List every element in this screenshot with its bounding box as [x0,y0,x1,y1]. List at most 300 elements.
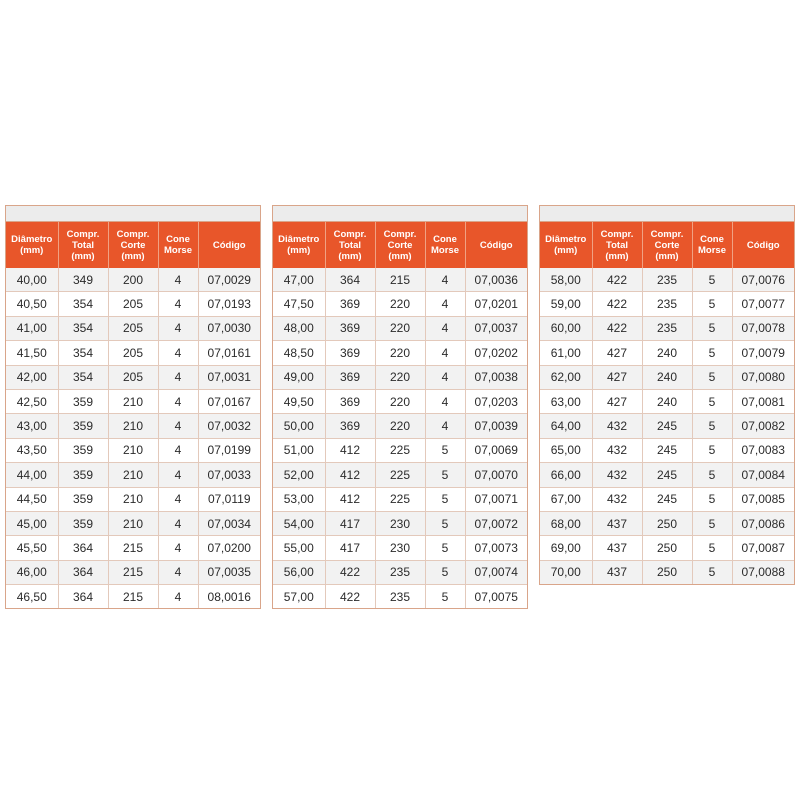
header-codigo [198,222,260,268]
cell-codigo: 07,0078 [732,316,794,340]
header-comprimento-total [58,222,108,268]
table-body [540,268,794,584]
cell-comprimento-corte: 235 [642,292,692,316]
cell-comprimento-total: 359 [58,414,108,438]
spec-table [6,222,260,608]
table-top-bar [540,206,794,222]
cell-codigo: 07,0084 [732,463,794,487]
header-line: Compr. [66,228,100,240]
header-line: Diâmetro [11,234,53,245]
header-line: Compr. [333,228,367,240]
table-body [273,268,527,608]
cell-cone-morse: 5 [692,487,732,511]
cell-diametro: 40,00 [6,268,58,292]
cell-comprimento-corte: 210 [108,463,158,487]
cell-codigo: 07,0074 [465,560,527,584]
cell-codigo: 07,0034 [198,511,260,535]
cell-comprimento-corte: 235 [375,585,425,609]
cell-comprimento-total: 417 [325,536,375,560]
table-body [6,268,260,608]
header-line: Total [72,239,94,251]
table-row [273,487,527,511]
cell-codigo: 07,0081 [732,389,794,413]
cell-cone-morse: 5 [692,316,732,340]
cell-comprimento-total: 354 [58,292,108,316]
cell-codigo: 07,0036 [465,268,527,292]
cell-codigo: 07,0200 [198,536,260,560]
cell-diametro: 62,00 [540,365,592,389]
cell-diametro: 58,00 [540,268,592,292]
cell-cone-morse: 4 [425,316,465,340]
cell-cone-morse: 5 [425,438,465,462]
cell-codigo: 07,0073 [465,536,527,560]
cell-diametro: 46,50 [6,585,58,609]
table-row [540,511,794,535]
cell-diametro: 59,00 [540,292,592,316]
cell-codigo: 08,0016 [198,585,260,609]
cell-codigo: 07,0083 [732,438,794,462]
cell-cone-morse: 5 [425,511,465,535]
cell-diametro: 48,00 [273,316,325,340]
cell-comprimento-total: 427 [592,389,642,413]
cell-comprimento-total: 369 [325,365,375,389]
cell-comprimento-corte: 205 [108,292,158,316]
cell-diametro: 43,00 [6,414,58,438]
cell-comprimento-total: 364 [58,536,108,560]
table-row [6,292,260,316]
header-comprimento-total [325,222,375,268]
cell-diametro: 60,00 [540,316,592,340]
cell-diametro: 53,00 [273,487,325,511]
cell-codigo: 07,0080 [732,365,794,389]
header-cone-morse [158,222,198,268]
cell-comprimento-corte: 220 [375,341,425,365]
cell-codigo: 07,0032 [198,414,260,438]
cell-comprimento-corte: 240 [642,389,692,413]
cell-comprimento-corte: 210 [108,438,158,462]
cell-diametro: 45,00 [6,511,58,535]
cell-comprimento-corte: 245 [642,414,692,438]
table-row [273,414,527,438]
header-line: Compr. [600,228,634,240]
cell-diametro: 49,50 [273,389,325,413]
cell-cone-morse: 4 [158,438,198,462]
header-line: (mm) [554,245,578,256]
table-row [273,341,527,365]
cell-comprimento-corte: 215 [108,536,158,560]
cell-comprimento-total: 437 [592,536,642,560]
table-row [6,341,260,365]
cell-cone-morse: 4 [158,292,198,316]
header-comprimento-corte [642,222,692,268]
header-line: (mm) [338,250,362,262]
drill-size-table-1 [5,205,261,609]
cell-comprimento-corte: 220 [375,292,425,316]
cell-diametro: 65,00 [540,438,592,462]
cell-codigo: 07,0069 [465,438,527,462]
table-row [540,438,794,462]
header-line: (mm) [20,245,44,256]
cell-comprimento-total: 432 [592,463,642,487]
cell-codigo: 07,0076 [732,268,794,292]
cell-comprimento-corte: 245 [642,463,692,487]
header-line: Cone [433,234,457,245]
cell-diametro: 57,00 [273,585,325,609]
cell-diametro: 49,00 [273,365,325,389]
cell-comprimento-total: 427 [592,341,642,365]
header-line: (mm) [71,250,95,262]
header-line: (mm) [287,245,311,256]
cell-codigo: 07,0039 [465,414,527,438]
header-cone-morse [425,222,465,268]
cell-comprimento-corte: 225 [375,463,425,487]
cell-comprimento-total: 359 [58,487,108,511]
cell-comprimento-corte: 220 [375,365,425,389]
table-row [273,365,527,389]
header-row [273,222,527,268]
cell-comprimento-corte: 200 [108,268,158,292]
cell-comprimento-corte: 210 [108,389,158,413]
cell-comprimento-total: 359 [58,438,108,462]
header-row [6,222,260,268]
table-row [273,268,527,292]
cell-cone-morse: 4 [158,487,198,511]
header-line: Corte [654,239,680,251]
header-line: Código [212,239,246,251]
table-row [6,268,260,292]
table-row [6,414,260,438]
cell-diametro: 41,50 [6,341,58,365]
cell-comprimento-total: 359 [58,511,108,535]
cell-diametro: 61,00 [540,341,592,365]
header-line: Código [479,239,513,251]
drill-size-table-2 [272,205,528,609]
cell-cone-morse: 5 [692,268,732,292]
cell-comprimento-total: 432 [592,414,642,438]
header-line: (mm) [121,250,145,262]
cell-comprimento-total: 437 [592,560,642,584]
header-comprimento-corte [375,222,425,268]
table-row [273,438,527,462]
cell-diametro: 69,00 [540,536,592,560]
cell-diametro: 70,00 [540,560,592,584]
cell-diametro: 45,50 [6,536,58,560]
cell-cone-morse: 5 [692,292,732,316]
cell-comprimento-corte: 215 [108,560,158,584]
cell-cone-morse: 4 [425,341,465,365]
cell-comprimento-corte: 215 [375,268,425,292]
table-row [273,389,527,413]
cell-cone-morse: 4 [158,585,198,609]
cell-comprimento-corte: 210 [108,414,158,438]
table-row [540,414,794,438]
cell-diametro: 56,00 [273,560,325,584]
header-cone-morse [692,222,732,268]
cell-comprimento-total: 417 [325,511,375,535]
cell-comprimento-total: 427 [592,365,642,389]
cell-comprimento-total: 349 [58,268,108,292]
cell-codigo: 07,0035 [198,560,260,584]
header-line: Diâmetro [545,234,587,245]
cell-codigo: 07,0030 [198,316,260,340]
cell-diametro: 40,50 [6,292,58,316]
cell-cone-morse: 4 [425,414,465,438]
cell-cone-morse: 5 [692,438,732,462]
cell-comprimento-total: 437 [592,511,642,535]
cell-comprimento-corte: 220 [375,316,425,340]
header-line: Diâmetro [278,234,320,245]
cell-comprimento-total: 422 [592,292,642,316]
cell-diametro: 67,00 [540,487,592,511]
cell-codigo: 07,0201 [465,292,527,316]
table-row [273,511,527,535]
header-row [540,222,794,268]
cell-comprimento-total: 369 [325,414,375,438]
cell-comprimento-corte: 240 [642,341,692,365]
cell-cone-morse: 4 [425,268,465,292]
cell-codigo: 07,0038 [465,365,527,389]
cell-comprimento-total: 412 [325,463,375,487]
cell-cone-morse: 5 [425,560,465,584]
table-row [273,536,527,560]
cell-codigo: 07,0203 [465,389,527,413]
cell-cone-morse: 4 [158,389,198,413]
cell-codigo: 07,0075 [465,585,527,609]
table-row [540,487,794,511]
cell-diametro: 52,00 [273,463,325,487]
cell-comprimento-total: 364 [325,268,375,292]
header-comprimento-total [592,222,642,268]
cell-codigo: 07,0033 [198,463,260,487]
cell-comprimento-total: 359 [58,389,108,413]
table-row [6,463,260,487]
cell-codigo: 07,0031 [198,365,260,389]
cell-comprimento-corte: 250 [642,560,692,584]
cell-cone-morse: 4 [158,414,198,438]
cell-diametro: 46,00 [6,560,58,584]
header-line: Corte [387,239,413,251]
table-row [540,536,794,560]
cell-codigo: 07,0071 [465,487,527,511]
cell-codigo: 07,0119 [198,487,260,511]
cell-comprimento-total: 369 [325,292,375,316]
cell-comprimento-total: 364 [58,585,108,609]
cell-diametro: 66,00 [540,463,592,487]
cell-diametro: 47,50 [273,292,325,316]
cell-comprimento-corte: 230 [375,536,425,560]
header-codigo [732,222,794,268]
cell-comprimento-total: 364 [58,560,108,584]
cell-cone-morse: 5 [692,463,732,487]
cell-diametro: 44,50 [6,487,58,511]
table-row [6,560,260,584]
table-row [273,292,527,316]
table-row [540,389,794,413]
cell-cone-morse: 5 [425,487,465,511]
table-top-bar [273,206,527,222]
header-line: Morse [698,245,726,256]
cell-comprimento-total: 422 [325,560,375,584]
table-row [6,487,260,511]
cell-comprimento-corte: 205 [108,316,158,340]
cell-cone-morse: 4 [158,316,198,340]
cell-comprimento-total: 412 [325,438,375,462]
cell-cone-morse: 4 [158,511,198,535]
cell-comprimento-total: 354 [58,341,108,365]
cell-cone-morse: 5 [692,560,732,584]
table-row [540,268,794,292]
table-row [540,292,794,316]
cell-cone-morse: 5 [692,414,732,438]
cell-comprimento-total: 359 [58,463,108,487]
cell-cone-morse: 5 [692,389,732,413]
cell-codigo: 07,0088 [732,560,794,584]
cell-comprimento-corte: 235 [375,560,425,584]
header-line: Total [606,239,628,251]
table-row [273,316,527,340]
table-row [6,316,260,340]
table-row [6,536,260,560]
cell-cone-morse: 4 [158,341,198,365]
header-line: Cone [166,234,190,245]
cell-cone-morse: 4 [425,292,465,316]
cell-comprimento-total: 432 [592,438,642,462]
cell-codigo: 07,0070 [465,463,527,487]
cell-cone-morse: 5 [425,585,465,609]
cell-diametro: 47,00 [273,268,325,292]
cell-comprimento-corte: 245 [642,438,692,462]
cell-codigo: 07,0202 [465,341,527,365]
drill-size-table-3 [539,205,795,585]
cell-diametro: 42,00 [6,365,58,389]
header-diametro [540,222,592,268]
header-line: Compr. [116,228,150,240]
cell-cone-morse: 4 [158,560,198,584]
cell-codigo: 07,0072 [465,511,527,535]
cell-comprimento-corte: 250 [642,536,692,560]
header-line: Código [746,239,780,251]
table-row [540,316,794,340]
cell-codigo: 07,0199 [198,438,260,462]
table-row [6,438,260,462]
cell-diametro: 50,00 [273,414,325,438]
cell-codigo: 07,0193 [198,292,260,316]
cell-codigo: 07,0029 [198,268,260,292]
cell-codigo: 07,0082 [732,414,794,438]
table-row [6,511,260,535]
cell-cone-morse: 5 [692,341,732,365]
cell-diametro: 51,00 [273,438,325,462]
header-line: Morse [164,245,192,256]
table-row [6,365,260,389]
table-row [540,463,794,487]
spec-table [540,222,794,584]
cell-comprimento-corte: 225 [375,487,425,511]
header-comprimento-corte [108,222,158,268]
header-line: Compr. [650,228,684,240]
header-line: Cone [700,234,724,245]
cell-cone-morse: 4 [158,365,198,389]
cell-cone-morse: 4 [425,389,465,413]
cell-comprimento-total: 354 [58,316,108,340]
table-row [540,560,794,584]
cell-comprimento-total: 369 [325,389,375,413]
cell-diametro: 44,00 [6,463,58,487]
cell-comprimento-total: 412 [325,487,375,511]
table-row [540,365,794,389]
header-line: Morse [431,245,459,256]
cell-comprimento-corte: 210 [108,487,158,511]
cell-comprimento-total: 422 [592,268,642,292]
cell-comprimento-corte: 250 [642,511,692,535]
cell-codigo: 07,0077 [732,292,794,316]
cell-diametro: 42,50 [6,389,58,413]
cell-cone-morse: 4 [158,463,198,487]
table-row [273,560,527,584]
cell-comprimento-corte: 225 [375,438,425,462]
cell-codigo: 07,0167 [198,389,260,413]
cell-codigo: 07,0086 [732,511,794,535]
header-diametro [6,222,58,268]
cell-cone-morse: 5 [692,365,732,389]
cell-diametro: 55,00 [273,536,325,560]
cell-diametro: 63,00 [540,389,592,413]
cell-comprimento-total: 422 [325,585,375,609]
cell-cone-morse: 4 [425,365,465,389]
header-codigo [465,222,527,268]
cell-diametro: 41,00 [6,316,58,340]
cell-comprimento-total: 369 [325,341,375,365]
header-line: (mm) [605,250,629,262]
cell-comprimento-corte: 215 [108,585,158,609]
table-row [6,585,260,609]
cell-comprimento-total: 422 [592,316,642,340]
table-row [273,585,527,609]
cell-comprimento-corte: 210 [108,511,158,535]
cell-cone-morse: 5 [425,463,465,487]
cell-cone-morse: 5 [692,536,732,560]
cell-codigo: 07,0085 [732,487,794,511]
cell-comprimento-corte: 220 [375,389,425,413]
cell-cone-morse: 5 [692,511,732,535]
cell-diametro: 48,50 [273,341,325,365]
cell-codigo: 07,0079 [732,341,794,365]
header-diametro [273,222,325,268]
cell-diametro: 54,00 [273,511,325,535]
cell-comprimento-corte: 235 [642,316,692,340]
cell-diametro: 68,00 [540,511,592,535]
cell-codigo: 07,0087 [732,536,794,560]
header-line: Corte [120,239,146,251]
cell-comprimento-total: 369 [325,316,375,340]
cell-comprimento-total: 432 [592,487,642,511]
cell-cone-morse: 5 [425,536,465,560]
header-line: Compr. [383,228,417,240]
cell-comprimento-corte: 240 [642,365,692,389]
cell-diametro: 43,50 [6,438,58,462]
cell-codigo: 07,0037 [465,316,527,340]
header-line: Total [339,239,361,251]
cell-cone-morse: 4 [158,536,198,560]
spec-table [273,222,527,608]
table-row [540,341,794,365]
header-line: (mm) [655,250,679,262]
header-line: (mm) [388,250,412,262]
cell-comprimento-corte: 245 [642,487,692,511]
cell-comprimento-total: 354 [58,365,108,389]
table-row [6,389,260,413]
cell-comprimento-corte: 235 [642,268,692,292]
